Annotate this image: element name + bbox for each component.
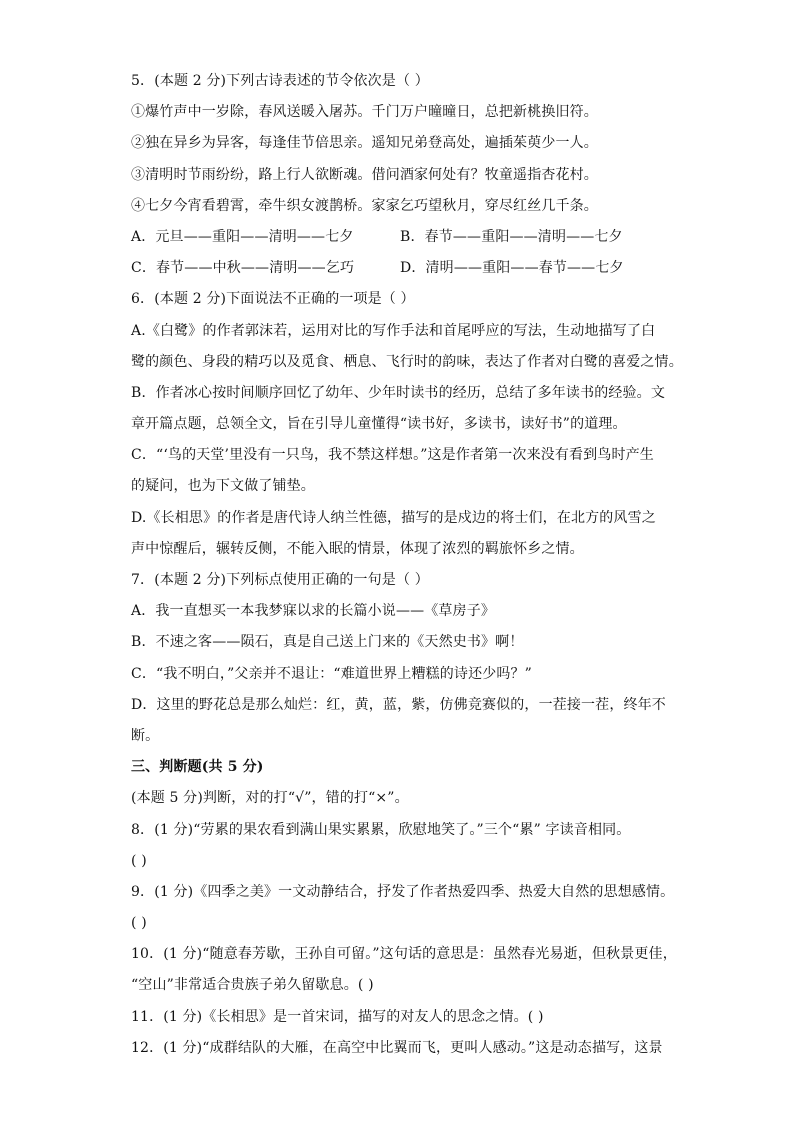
question-6	[131, 284, 683, 565]
question-7	[131, 565, 669, 752]
answer-blank: ( )	[131, 852, 147, 869]
option-line: D．这里的野花总是那么灿烂：红，黄，蓝，紫，仿佛竞赛似的，一茬接一茬，终年不	[131, 696, 666, 713]
option-line: C．“‘鸟的天堂’里没有一只鸟，我不禁这样想。”这是作者第一次来没有看到鸟时产生	[131, 447, 654, 464]
option-c: C．春节——中秋——清明——乞巧	[131, 260, 355, 277]
section-title: 三、判断题(共 5 分)	[131, 759, 264, 776]
answer-blank: ( )	[131, 915, 147, 932]
option-d: D．清明——重阳——春节——七夕	[400, 260, 624, 277]
section-instruction: (本题 5 分)判断，对的打“√”，错的打“×”。	[131, 790, 409, 807]
option-line: 声中惊醒后，辗转反侧，不能入眠的情景，体现了浓烈的羁旅怀乡之情。	[131, 540, 584, 557]
option-b: B．春节——重阳——清明——七夕	[400, 228, 623, 245]
option-a: A．元旦——重阳——清明——七夕	[131, 228, 354, 245]
exam-content	[131, 66, 683, 1064]
judge-question-12: 12．(1 分)“成群结队的大雁，在高空中比翼而飞，更叫人感动。”这是动态描写，这景	[131, 1039, 663, 1056]
section-true-false	[131, 752, 677, 1064]
question-stem: 6．(本题 2 分)下面说法不正确的一项是（ ）	[131, 291, 415, 308]
judge-question-8: 8．(1 分)“劳累的果农看到满山果实累累，欣慰地笑了。”三个“累” 字读音相同。	[131, 821, 631, 838]
question-5	[131, 66, 669, 284]
question-stem: 5．(本题 2 分)下列古诗表述的节令依次是（ ）	[131, 73, 429, 89]
option-line: D.《长相思》的作者是唐代诗人纳兰性德，描写的是戍边的将士们，在北方的风雪之	[131, 509, 656, 526]
option-line: 鹭的颜色、身段的精巧以及觅食、栖息、飞行时的韵味，表达了作者对白鹭的喜爱之情。	[131, 353, 683, 370]
judge-question-10: 10．(1 分)“随意春芳歇，王孙自可留。”这句话的意思是：虽然春光易逝，但秋景更佳，	[131, 946, 677, 963]
option-line: A．我一直想买一本我梦寐以求的长篇小说——《草房子》	[131, 603, 496, 620]
option-line: B．不速之客——陨石，真是自己送上门来的《天然史书》啊！	[131, 634, 524, 651]
poem-line: ③清明时节雨纷纷，路上行人欲断魂。借问酒家何处有？牧童遥指杏花村。	[131, 166, 598, 183]
option-line: B．作者冰心按时间顺序回忆了幼年、少年时读书的经历，总结了多年读书的经验。文	[131, 384, 665, 401]
poem-line: ①爆竹声中一岁除，春风送暖入屠苏。千门万户曈曈日，总把新桃换旧符。	[131, 104, 598, 121]
option-line: 章开篇点题，总领全文，旨在引导儿童懂得“读书好，多读书，读好书”的道理。	[131, 416, 627, 433]
option-line: 的疑问，也为下文做了铺垫。	[131, 478, 315, 495]
option-line: 断。	[131, 727, 160, 744]
judge-question-11: 11．(1 分)《长相思》是一首宋词，描写的对友人的思念之情。( )	[131, 1008, 544, 1025]
poem-line: ④七夕今宵看碧霄，牵牛织女渡鹊桥。家家乞巧望秋月，穿尽红丝几千条。	[131, 197, 598, 214]
option-row	[131, 253, 669, 284]
option-row	[131, 222, 669, 253]
judge-question-10-cont: “空山”非常适合贵族子弟久留歇息。( )	[131, 977, 374, 994]
poem-line: ②独在异乡为异客，每逢佳节倍思亲。遥知兄弟登高处，遍插茱萸少一人。	[131, 135, 598, 152]
judge-question-9: 9．(1 分)《四季之美》一文动静结合，抒发了作者热爱四季、热爱大自然的思想感情。	[131, 883, 675, 900]
option-line: A.《白鹭》的作者郭沫若，运用对比的写作手法和首尾呼应的写法，生动地描写了白	[131, 322, 656, 339]
question-stem: 7．(本题 2 分)下列标点使用正确的一句是（ ）	[131, 572, 429, 588]
option-line: C．“我不明白，”父亲并不退让：“难道世界上糟糕的诗还少吗？”	[131, 665, 532, 682]
